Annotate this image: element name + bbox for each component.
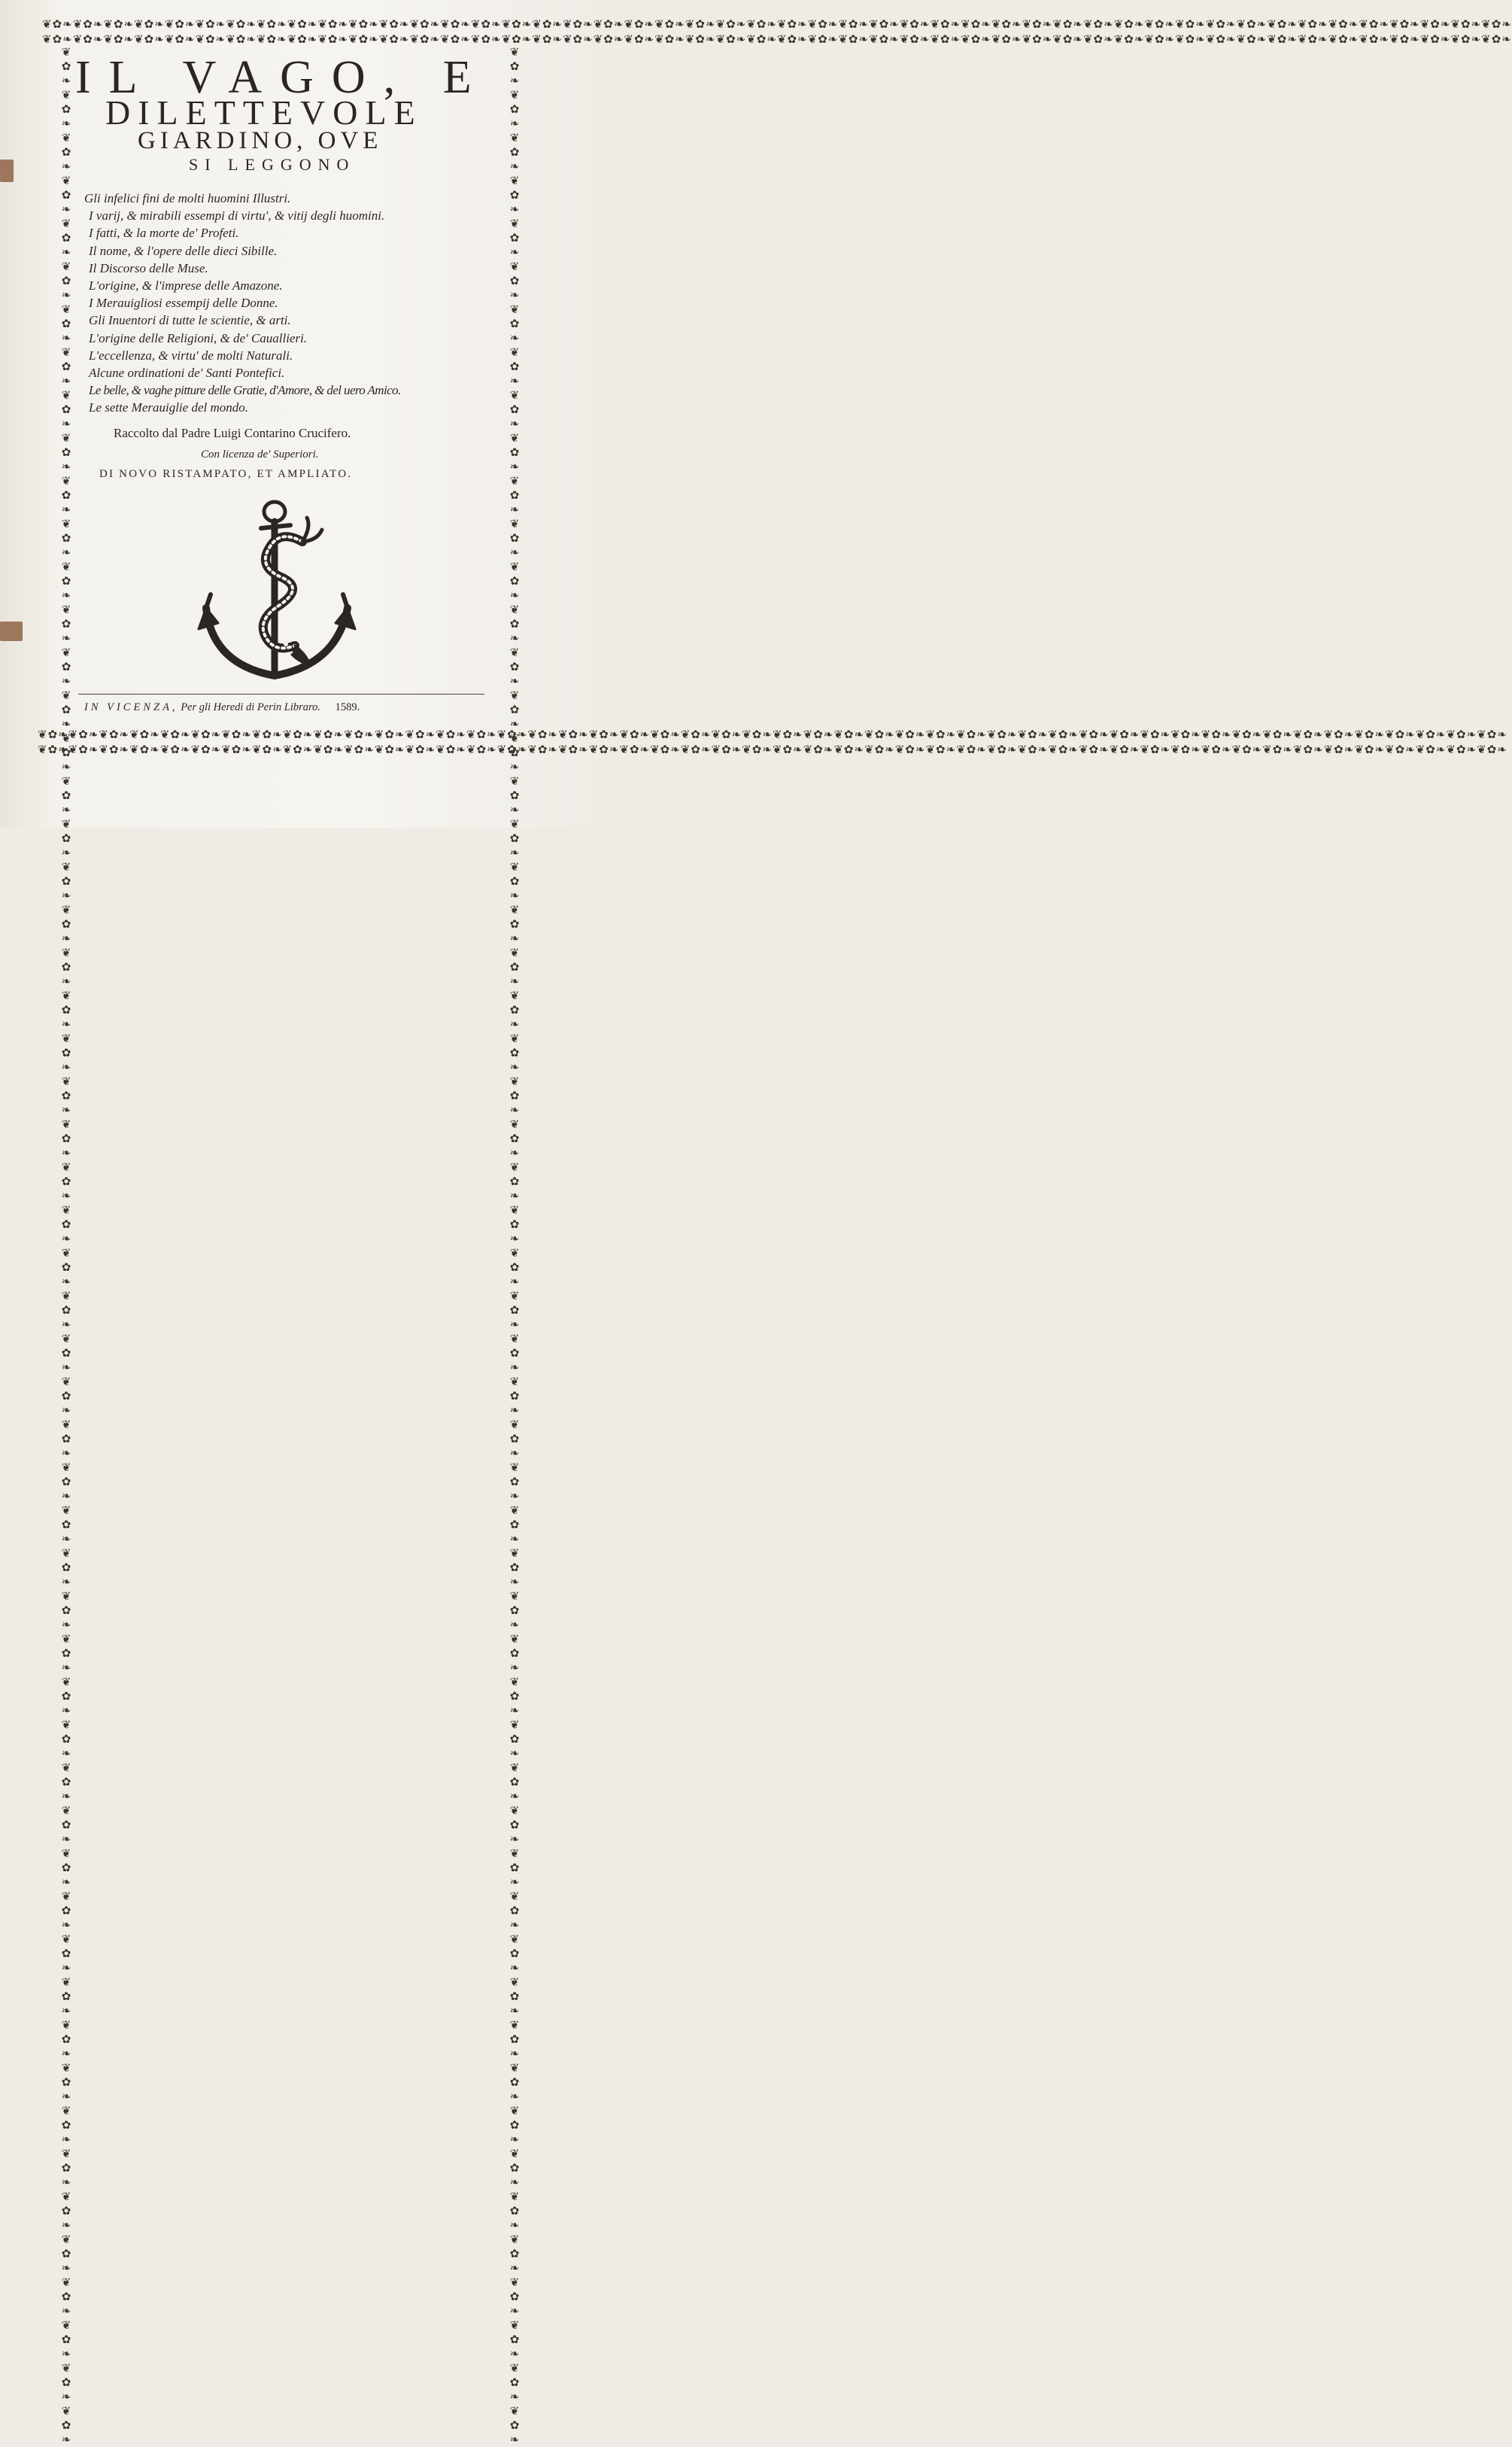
- contents-item: I varij, & mirabili essempi di virtu', & vitij degli huomini.: [89, 208, 385, 223]
- imprint-year: 1589.: [335, 701, 360, 713]
- contents-item: I Merauigliosi essempij delle Donne.: [89, 296, 278, 311]
- license-line: Con licenza de' Superiori.: [201, 448, 319, 461]
- ornament-border-top-inner: ❦✿❧❦✿❧❦✿❧❦✿❧❦✿❧❦✿❧❦✿❧❦✿❧❦✿❧❦✿❧❦✿❧❦✿❧❦✿❧❦✿❧❦✿❧❦✿❧❦✿❧❦✿❧❦✿❧❦✿❧❦✿❧❦✿❧❦✿❧❦✿❧❦✿❧❦✿❧❦✿❧❦✿❧❦✿❧❦✿❧❦✿❧❦✿❧❦✿❧❦✿❧❦✿❧❦✿❧❦✿❧❦✿❧❦✿❧❦✿❧❦✿❧❦✿❧❦✿❧❦✿❧❦✿❧❦✿❧❦✿❧❦✿❧: [42, 32, 1512, 46]
- contents-list: [84, 190, 506, 417]
- imprint-rule: [78, 694, 484, 695]
- contents-item: Alcune ordinationi de' Santi Pontefici.: [89, 366, 285, 381]
- title-line-2: DILETTEVOLE: [105, 93, 423, 132]
- contents-item: Gli infelici fini de molti huomini Illustri.: [84, 191, 291, 205]
- imprint-place: IN VICENZA,: [84, 701, 178, 713]
- ornament-border-right: ❦✿❧❦✿❧❦✿❧❦✿❧❦✿❧❦✿❧❦✿❧❦✿❧❦✿❧❦✿❧❦✿❧❦✿❧❦✿❧❦✿❧❦✿❧❦✿❧❦✿❧❦✿❧❦✿❧❦✿❧❦✿❧❦✿❧❦✿❧❦✿❧❦✿❧❦✿❧❦✿❧❦✿❧❦✿❧❦✿❧❦✿❧❦✿❧❦✿❧❦✿❧❦✿❧❦✿❧❦✿❧❦✿❧❦✿❧❦✿❧❦✿❧❦✿❧❦✿❧❦✿❧❦✿❧❦✿❧❦✿❧❦✿❧❦✿❧❦✿❧❦✿❧❦✿❧❦✿❧❦✿❧❦✿❧❦✿❧: [508, 45, 521, 2447]
- imprint-line: [84, 701, 360, 714]
- contents-item: L'origine, & l'imprese delle Amazone.: [89, 278, 283, 293]
- contents-item: Il Discorso delle Muse.: [89, 260, 208, 275]
- imprint-printer: Per gli Heredi di Perin Libraro.: [181, 701, 320, 713]
- contents-item: I fatti, & la morte de' Profeti.: [89, 226, 239, 241]
- collected-by: Raccolto dal Padre Luigi Contarino Crucifero.: [114, 426, 351, 440]
- contents-item: Le sette Merauiglie del mondo.: [89, 400, 248, 415]
- binding-stain-top: [0, 160, 14, 182]
- contents-item: Il nome, & l'opere delle dieci Sibille.: [89, 243, 278, 258]
- ornament-border-bottom: ❦✿❧❦✿❧❦✿❧❦✿❧❦✿❧❦✿❧❦✿❧❦✿❧❦✿❧❦✿❧❦✿❧❦✿❧❦✿❧❦✿❧❦✿❧❦✿❧❦✿❧❦✿❧❦✿❧❦✿❧❦✿❧❦✿❧❦✿❧❦✿❧❦✿❧❦✿❧❦✿❧❦✿❧❦✿❧❦✿❧❦✿❧❦✿❧❦✿❧❦✿❧❦✿❧❦✿❧❦✿❧❦✿❧❦✿❧❦✿❧❦✿❧❦✿❧❦✿❧❦✿❧❦✿❧❦✿❧❦✿❧❦✿❧: [38, 728, 1507, 741]
- title-line-1: IL VAGO, E: [75, 52, 490, 103]
- contents-item: L'eccellenza, & virtu' de molti Naturali.: [89, 348, 293, 363]
- contents-item: Gli Inuentori di tutte le scientie, & arti.: [89, 313, 291, 328]
- ornament-border-top: ❦✿❧❦✿❧❦✿❧❦✿❧❦✿❧❦✿❧❦✿❧❦✿❧❦✿❧❦✿❧❦✿❧❦✿❧❦✿❧❦✿❧❦✿❧❦✿❧❦✿❧❦✿❧❦✿❧❦✿❧❦✿❧❦✿❧❦✿❧❦✿❧❦✿❧❦✿❧❦✿❧❦✿❧❦✿❧❦✿❧❦✿❧❦✿❧❦✿❧❦✿❧❦✿❧❦✿❧❦✿❧❦✿❧❦✿❧❦✿❧❦✿❧❦✿❧❦✿❧❦✿❧❦✿❧❦✿❧❦✿❧❦✿❧: [42, 17, 1512, 31]
- binding-stain-bottom: [0, 622, 23, 641]
- reprint-line: DI NOVO RISTAMPATO, ET AMPLIATO.: [99, 468, 353, 480]
- title-line-3: GIARDINO, OVE: [138, 127, 383, 154]
- contents-item: L'origine delle Religioni, & de' Cauallieri.: [89, 330, 308, 345]
- title-line-4: SI LEGGONO: [189, 155, 356, 174]
- anchor-dolphin-device: [197, 495, 357, 687]
- contents-item: Le belle, & vaghe pitture delle Gratie, d'Amore, & del uero Amico.: [89, 383, 401, 398]
- ornament-border-bottom-inner: ❦✿❧❦✿❧❦✿❧❦✿❧❦✿❧❦✿❧❦✿❧❦✿❧❦✿❧❦✿❧❦✿❧❦✿❧❦✿❧❦✿❧❦✿❧❦✿❧❦✿❧❦✿❧❦✿❧❦✿❧❦✿❧❦✿❧❦✿❧❦✿❧❦✿❧❦✿❧❦✿❧❦✿❧❦✿❧❦✿❧❦✿❧❦✿❧❦✿❧❦✿❧❦✿❧❦✿❧❦✿❧❦✿❧❦✿❧❦✿❧❦✿❧❦✿❧❦✿❧❦✿❧❦✿❧❦✿❧❦✿❧❦✿❧: [38, 743, 1507, 756]
- ornament-border-left: ❦✿❧❦✿❧❦✿❧❦✿❧❦✿❧❦✿❧❦✿❧❦✿❧❦✿❧❦✿❧❦✿❧❦✿❧❦✿❧❦✿❧❦✿❧❦✿❧❦✿❧❦✿❧❦✿❧❦✿❧❦✿❧❦✿❧❦✿❧❦✿❧❦✿❧❦✿❧❦✿❧❦✿❧❦✿❧❦✿❧❦✿❧❦✿❧❦✿❧❦✿❧❦✿❧❦✿❧❦✿❧❦✿❧❦✿❧❦✿❧❦✿❧❦✿❧❦✿❧❦✿❧❦✿❧❦✿❧❦✿❧❦✿❧❦✿❧❦✿❧❦✿❧❦✿❧❦✿❧❦✿❧❦✿❧❦✿❧: [59, 45, 73, 2447]
